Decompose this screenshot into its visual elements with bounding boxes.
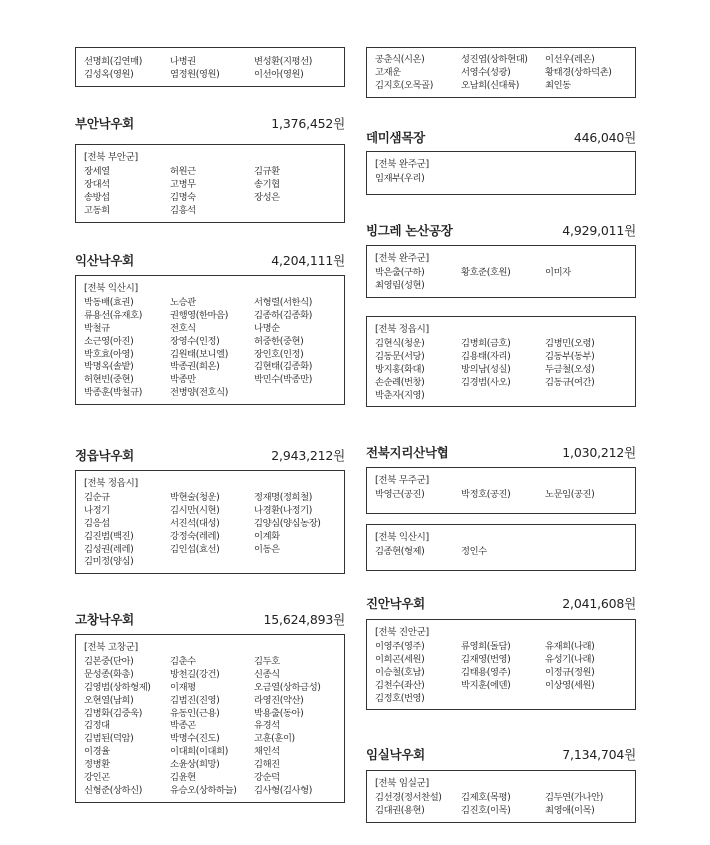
donor-name: 김응섭 xyxy=(84,517,110,529)
donor-name: 김본중(단아) xyxy=(84,656,134,667)
donor-name: 이정규(정원) xyxy=(545,666,595,678)
donor-section xyxy=(75,251,345,399)
donor-name: 유경석 xyxy=(254,720,280,732)
name-grid xyxy=(375,173,629,186)
donor-name: 김대권(용현) xyxy=(375,804,425,816)
donor-name: 이대희(이대희) xyxy=(170,746,228,758)
section-header xyxy=(366,745,636,765)
donor-name: 유승오(상하하늘) xyxy=(170,784,237,796)
donor-name: 박종훈(박철규) xyxy=(84,387,142,399)
region-label: [전북 부안군] xyxy=(84,152,138,163)
donor-name: 채인석 xyxy=(254,746,280,758)
donor-name: 소근영(아진) xyxy=(84,335,134,347)
donor-name: 공춘식(시온) xyxy=(375,54,425,65)
donor-name: 손순례(번창) xyxy=(375,376,425,388)
donor-box xyxy=(366,316,636,407)
name-grid xyxy=(84,297,338,400)
donor-name: 김제호(목평) xyxy=(461,792,511,803)
donor-section xyxy=(75,114,345,216)
name-grid xyxy=(84,492,338,569)
region-label: [전북 완주군] xyxy=(375,253,429,264)
donor-name: 이선우(레온) xyxy=(545,54,595,65)
donor-name: 류용선(유재호) xyxy=(84,309,142,321)
donor-name: 나병권 xyxy=(170,56,196,67)
region-label: [전북 익산시] xyxy=(84,283,138,294)
section-amount: 2,943,212원 xyxy=(271,448,345,463)
donor-name: 강인곤 xyxy=(84,772,110,784)
donor-section xyxy=(366,443,636,557)
donor-name: 허중한(중현) xyxy=(254,335,304,347)
section-title: 진안낙우회 xyxy=(366,596,425,611)
donor-name: 문성종(화총) xyxy=(84,668,134,680)
section-amount: 4,204,111원 xyxy=(271,253,345,268)
donor-box xyxy=(75,144,345,223)
donor-section xyxy=(366,128,636,184)
donor-name: 장인호(인정) xyxy=(254,348,304,360)
donor-name: 변성환(지평선) xyxy=(254,56,312,67)
donor-name: 염정원(영원) xyxy=(170,68,220,80)
donor-name: 김동부(동부) xyxy=(545,350,595,362)
donor-name: 강순덕 xyxy=(254,772,280,784)
donor-name: 노승관 xyxy=(170,297,196,308)
donor-name: 오현열(남희) xyxy=(84,694,134,706)
donor-name: 김용태(자리) xyxy=(461,350,511,362)
donor-name: 성진엽(상하현대) xyxy=(461,54,528,65)
region-label: [전북 고창군] xyxy=(84,642,138,653)
donor-name: 김성옥(영원) xyxy=(84,68,134,80)
donor-name: 김동문(서당) xyxy=(375,350,425,362)
name-grid xyxy=(375,338,629,402)
donor-name: 고동희 xyxy=(84,204,110,216)
donor-name: 장대석 xyxy=(84,178,110,190)
donor-name: 나명순 xyxy=(254,322,280,334)
section-amount: 2,041,608원 xyxy=(562,596,636,611)
donor-name: 김성권(레레) xyxy=(84,543,134,555)
donor-name: 이승철(호남) xyxy=(375,666,425,678)
donor-box xyxy=(366,770,636,823)
donor-name: 신종식 xyxy=(254,668,280,680)
donor-name: 김양심(양심농장) xyxy=(254,517,321,529)
donor-name: 황태경(상하덕촌) xyxy=(545,66,612,78)
section-title: 부안낙우회 xyxy=(75,116,134,131)
section-title: 고창낙우회 xyxy=(75,612,134,627)
donor-name: 고훈(훈이) xyxy=(254,733,295,745)
donor-name: 나정기 xyxy=(84,504,110,516)
donor-name: 장영수(인정) xyxy=(170,335,220,347)
name-grid xyxy=(375,792,629,818)
section-amount: 1,030,212원 xyxy=(562,445,636,460)
donor-name: 김지호(오목골) xyxy=(375,79,433,91)
donor-name: 장성은 xyxy=(254,191,280,203)
name-grid xyxy=(84,166,338,218)
donor-name: 이계화 xyxy=(254,530,280,542)
donor-name: 정병환 xyxy=(84,759,110,771)
donor-name: 김정호(번영) xyxy=(375,692,425,704)
donor-name: 이희곤(세원) xyxy=(375,653,425,665)
donor-name: 박철규 xyxy=(84,322,110,334)
region-label: [전북 정읍시] xyxy=(375,324,429,335)
donor-name: 김흥석 xyxy=(170,204,196,216)
section-title: 익산낙우회 xyxy=(75,253,134,268)
donor-name: 김두연(가나안) xyxy=(545,792,603,803)
section-header xyxy=(75,446,345,466)
donor-name: 김순규 xyxy=(84,492,110,503)
donor-name: 박은출(구하) xyxy=(375,267,425,278)
donor-name: 김영범(상하형제) xyxy=(84,681,151,693)
section-title: 빙그레 논산공장 xyxy=(366,223,453,238)
donor-name: 박종만 xyxy=(170,374,196,386)
donor-name: 고병무 xyxy=(170,178,196,190)
donor-box xyxy=(75,634,345,803)
donor-name: 박명옥(솔밭) xyxy=(84,361,134,373)
donor-name: 김경범(사오) xyxy=(461,376,511,388)
donor-section xyxy=(75,446,345,568)
donor-name: 김진호(이목) xyxy=(461,804,511,816)
donor-name: 신형준(상하신) xyxy=(84,784,142,796)
donor-name: 허현빈(중현) xyxy=(84,374,134,386)
section-amount: 4,929,011원 xyxy=(562,223,636,238)
section-title: 데미샘목장 xyxy=(366,130,425,145)
region-label: [전북 무주군] xyxy=(375,475,429,486)
name-grid xyxy=(375,489,629,502)
donor-name: 김범된(덕암) xyxy=(84,733,134,745)
donor-name: 박종권(희온) xyxy=(170,361,220,373)
donor-box xyxy=(366,47,636,98)
donor-name: 김미정(양심) xyxy=(84,556,134,568)
donor-name: 전병양(전호식) xyxy=(170,387,228,399)
donor-name: 이재평 xyxy=(170,681,196,693)
donor-name: 박동배(효권) xyxy=(84,297,134,308)
donor-name: 방지홍(화대) xyxy=(375,363,425,375)
donor-name: 박용출(동아) xyxy=(254,707,304,719)
donor-name: 김종하(김종화) xyxy=(254,309,312,321)
donor-name: 이경율 xyxy=(84,746,110,758)
donor-name: 김명숙 xyxy=(170,191,196,203)
donor-name: 장세열 xyxy=(84,166,110,177)
donor-name: 최인동 xyxy=(545,79,571,91)
donor-name: 방천길(강건) xyxy=(170,668,220,680)
name-grid xyxy=(84,656,338,798)
donor-name: 김사형(김사형) xyxy=(254,784,312,796)
donor-name: 김병희(금호) xyxy=(461,338,511,349)
donor-name: 박민수(박종만) xyxy=(254,374,312,386)
donor-name: 강정숙(레레) xyxy=(170,530,220,542)
donor-name: 소윤상(희망) xyxy=(170,759,220,771)
donor-name: 고재운 xyxy=(375,66,401,78)
donor-name: 서영수(성광) xyxy=(461,66,511,78)
donor-name: 유성기(나래) xyxy=(545,653,595,665)
donor-name: 이미자 xyxy=(545,267,571,278)
donor-name: 박지훈(에덴) xyxy=(461,679,511,691)
donor-section xyxy=(366,221,636,401)
section-header xyxy=(75,251,345,271)
donor-name: 김춘수 xyxy=(170,656,196,667)
section-amount: 7,134,704원 xyxy=(562,747,636,762)
donor-box xyxy=(366,151,636,195)
section-title: 임실낙우회 xyxy=(366,747,425,762)
donor-name: 이동은 xyxy=(254,543,280,555)
region-label: [전북 임실군] xyxy=(375,778,429,789)
donor-section xyxy=(75,610,345,796)
name-grid xyxy=(375,641,629,705)
section-header xyxy=(366,221,636,241)
donor-name: 정재명(정희철) xyxy=(254,492,312,503)
donor-name: 박종곤 xyxy=(170,720,196,732)
region-label: [전북 익산시] xyxy=(375,532,429,543)
donor-name: 김종현(형제) xyxy=(375,546,425,557)
donor-name: 노문임(공진) xyxy=(545,489,595,500)
donor-name: 김재영(번영) xyxy=(461,653,511,665)
donor-section xyxy=(366,745,636,816)
donor-name: 나경환(나정기) xyxy=(254,504,312,516)
donor-name: 김천수(좌산) xyxy=(375,679,425,691)
donor-name: 김두호 xyxy=(254,656,280,667)
donor-name: 송방섭 xyxy=(84,191,110,203)
donor-box xyxy=(75,470,345,574)
donor-name: 김병민(오령) xyxy=(545,338,595,349)
donor-name: 송기협 xyxy=(254,178,280,190)
section-amount: 446,040원 xyxy=(573,130,636,145)
donor-box xyxy=(75,47,345,87)
donor-name: 유재희(나래) xyxy=(545,641,595,652)
donor-name: 김인섭(효선) xyxy=(170,543,220,555)
donor-name: 김현태(김종화) xyxy=(254,361,312,373)
donor-name: 박영근(공진) xyxy=(375,489,425,500)
donor-name: 김선경(정서찬설) xyxy=(375,792,442,803)
donor-box xyxy=(366,467,636,514)
section-header xyxy=(366,594,636,614)
donor-section xyxy=(366,594,636,704)
section-header xyxy=(366,443,636,463)
donor-name: 유동인(근용) xyxy=(170,707,220,719)
donor-name: 선명희(김연매) xyxy=(84,56,142,67)
section-amount: 1,376,452원 xyxy=(271,116,345,131)
donor-name: 라영진(약산) xyxy=(254,694,304,706)
section-title: 전북지리산낙협 xyxy=(366,445,449,460)
donor-name: 임재부(우리) xyxy=(375,173,425,184)
donor-name: 김윤현 xyxy=(170,772,196,784)
donor-name: 오금열(상하금성) xyxy=(254,681,321,693)
donor-name: 김병화(김중욱) xyxy=(84,707,142,719)
region-label: [전북 진안군] xyxy=(375,627,429,638)
donor-name: 김규환 xyxy=(254,166,280,177)
region-label: [전북 정읍시] xyxy=(84,478,138,489)
section-title: 정읍낙우회 xyxy=(75,448,134,463)
donor-name: 이상영(세원) xyxy=(545,679,595,691)
section-header xyxy=(75,610,345,630)
donor-name: 김진범(백진) xyxy=(84,530,134,542)
region-label: [전북 완주군] xyxy=(375,159,429,170)
donor-name: 서진석(대성) xyxy=(170,517,220,529)
donor-name: 정인수 xyxy=(461,546,487,557)
name-grid xyxy=(375,267,629,293)
donor-name: 황호준(호원) xyxy=(461,267,511,278)
donor-name: 최영림(성현) xyxy=(375,279,425,291)
donor-box xyxy=(366,524,636,571)
donor-name: 박정호(공진) xyxy=(461,489,511,500)
name-grid xyxy=(375,546,629,559)
donor-name: 김태용(영주) xyxy=(461,666,511,678)
donor-name: 박호효(아영) xyxy=(84,348,134,360)
donor-name: 오남희(신대륙) xyxy=(461,79,519,91)
donor-box xyxy=(75,275,345,405)
donor-box xyxy=(366,619,636,710)
donor-name: 김정대 xyxy=(84,720,110,732)
donor-name: 박명수(진도) xyxy=(170,733,220,745)
donor-name: 최영애(이목) xyxy=(545,804,595,816)
donor-name: 류영희(돌담) xyxy=(461,641,511,652)
donor-name: 김원태(보니엘) xyxy=(170,348,228,360)
donor-name: 김범진(진영) xyxy=(170,694,220,706)
donor-name: 전호식 xyxy=(170,322,196,334)
donor-name: 방의남(성실) xyxy=(461,363,511,375)
donor-name: 박춘자(지영) xyxy=(375,389,425,401)
donor-box xyxy=(366,245,636,298)
donor-name: 허원근 xyxy=(170,166,196,177)
donor-name: 두금철(오성) xyxy=(545,363,595,375)
donor-name: 이선아(영원) xyxy=(254,68,304,80)
section-amount: 15,624,893원 xyxy=(263,612,345,627)
name-grid xyxy=(375,54,629,93)
donor-name: 김시만(시현) xyxy=(170,504,220,516)
donor-name: 이영주(영주) xyxy=(375,641,425,652)
donor-name: 서형렬(서한식) xyxy=(254,297,312,308)
donor-name: 김해진 xyxy=(254,759,280,771)
donor-name: 권행영(한마음) xyxy=(170,309,228,321)
section-header xyxy=(75,114,345,134)
donor-name: 김현식(청운) xyxy=(375,338,425,349)
section-header xyxy=(366,128,636,148)
donor-name: 박현술(청운) xyxy=(170,492,220,503)
name-grid xyxy=(84,56,338,82)
donor-name: 김동규(여간) xyxy=(545,376,595,388)
